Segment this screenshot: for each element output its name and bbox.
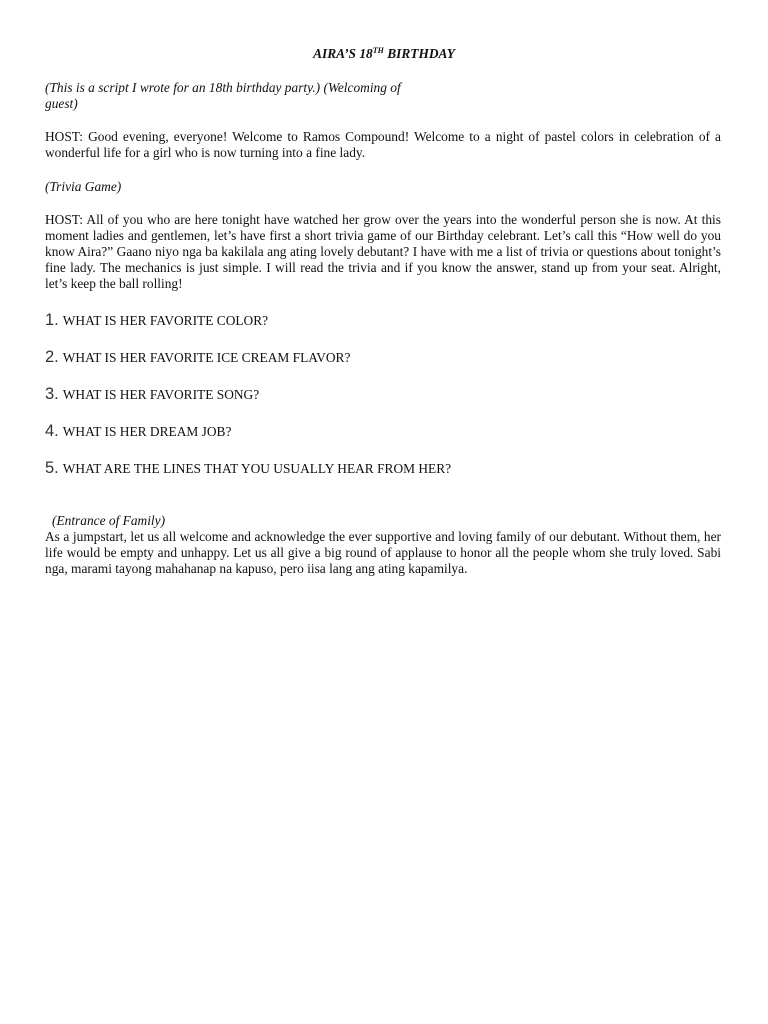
- list-item: [45, 349, 451, 386]
- intro-note: (This is a script I wrote for an 18th birthday party.) (Welcoming of guest): [45, 80, 401, 111]
- question-number: 2.: [45, 348, 59, 366]
- family-heading: (Entrance of Family): [52, 513, 166, 528]
- question-number: 3.: [45, 385, 59, 403]
- question-text: WHAT ARE THE LINES THAT YOU USUALLY HEAR FROM HER?: [62, 461, 452, 476]
- trivia-heading: (Trivia Game): [45, 179, 122, 194]
- list-item: [45, 386, 451, 423]
- host-welcome-paragraph: HOST: Good evening, everyone! Welcome to Ramos Compound! Welcome to a night of pastel colors in celebration of a wonderful life for a girl who is now turning into a fine lady.: [45, 129, 721, 160]
- question-text: WHAT IS HER FAVORITE SONG?: [62, 387, 260, 402]
- title-main: AIRA’S 18: [313, 46, 373, 61]
- title-superscript: TH: [372, 46, 384, 55]
- list-item: [45, 423, 451, 460]
- question-text: WHAT IS HER FAVORITE COLOR?: [62, 313, 269, 328]
- question-number: 5.: [45, 459, 59, 477]
- question-text: WHAT IS HER DREAM JOB?: [62, 424, 232, 439]
- list-item: [45, 312, 451, 349]
- trivia-question-list: [45, 312, 451, 497]
- family-paragraph: As a jumpstart, let us all welcome and acknowledge the ever supportive and loving family of our debutant. Without them, her life would be empty and unhappy. Let us all give a big round of applause to honor all the people whom she truly loved. Sabi nga, marami tayong mahahanap na kapuso, pero iisa lang ang ating kapamilya.: [45, 529, 721, 576]
- title-end: BIRTHDAY: [383, 46, 455, 61]
- question-number: 4.: [45, 422, 59, 440]
- list-item: [45, 460, 451, 497]
- host-trivia-paragraph: HOST: All of you who are here tonight have watched her grow over the years into the wonderful person she is now. At this moment ladies and gentlemen, let’s have first a short trivia game of our Birthday celebrant. Let’s call this “How well do you know Aira?” Gaano niyo nga ba kakilala ang ating lovely debutant? I have with me a list of trivia or questions about tonight’s fine lady. The mechanics is just simple. I will read the trivia and if you know the answer, stand up from your seat. Alright, let’s keep the ball rolling!: [45, 212, 721, 291]
- document-title: [0, 46, 768, 62]
- question-text: WHAT IS HER FAVORITE ICE CREAM FLAVOR?: [62, 350, 351, 365]
- question-number: 1.: [45, 311, 59, 329]
